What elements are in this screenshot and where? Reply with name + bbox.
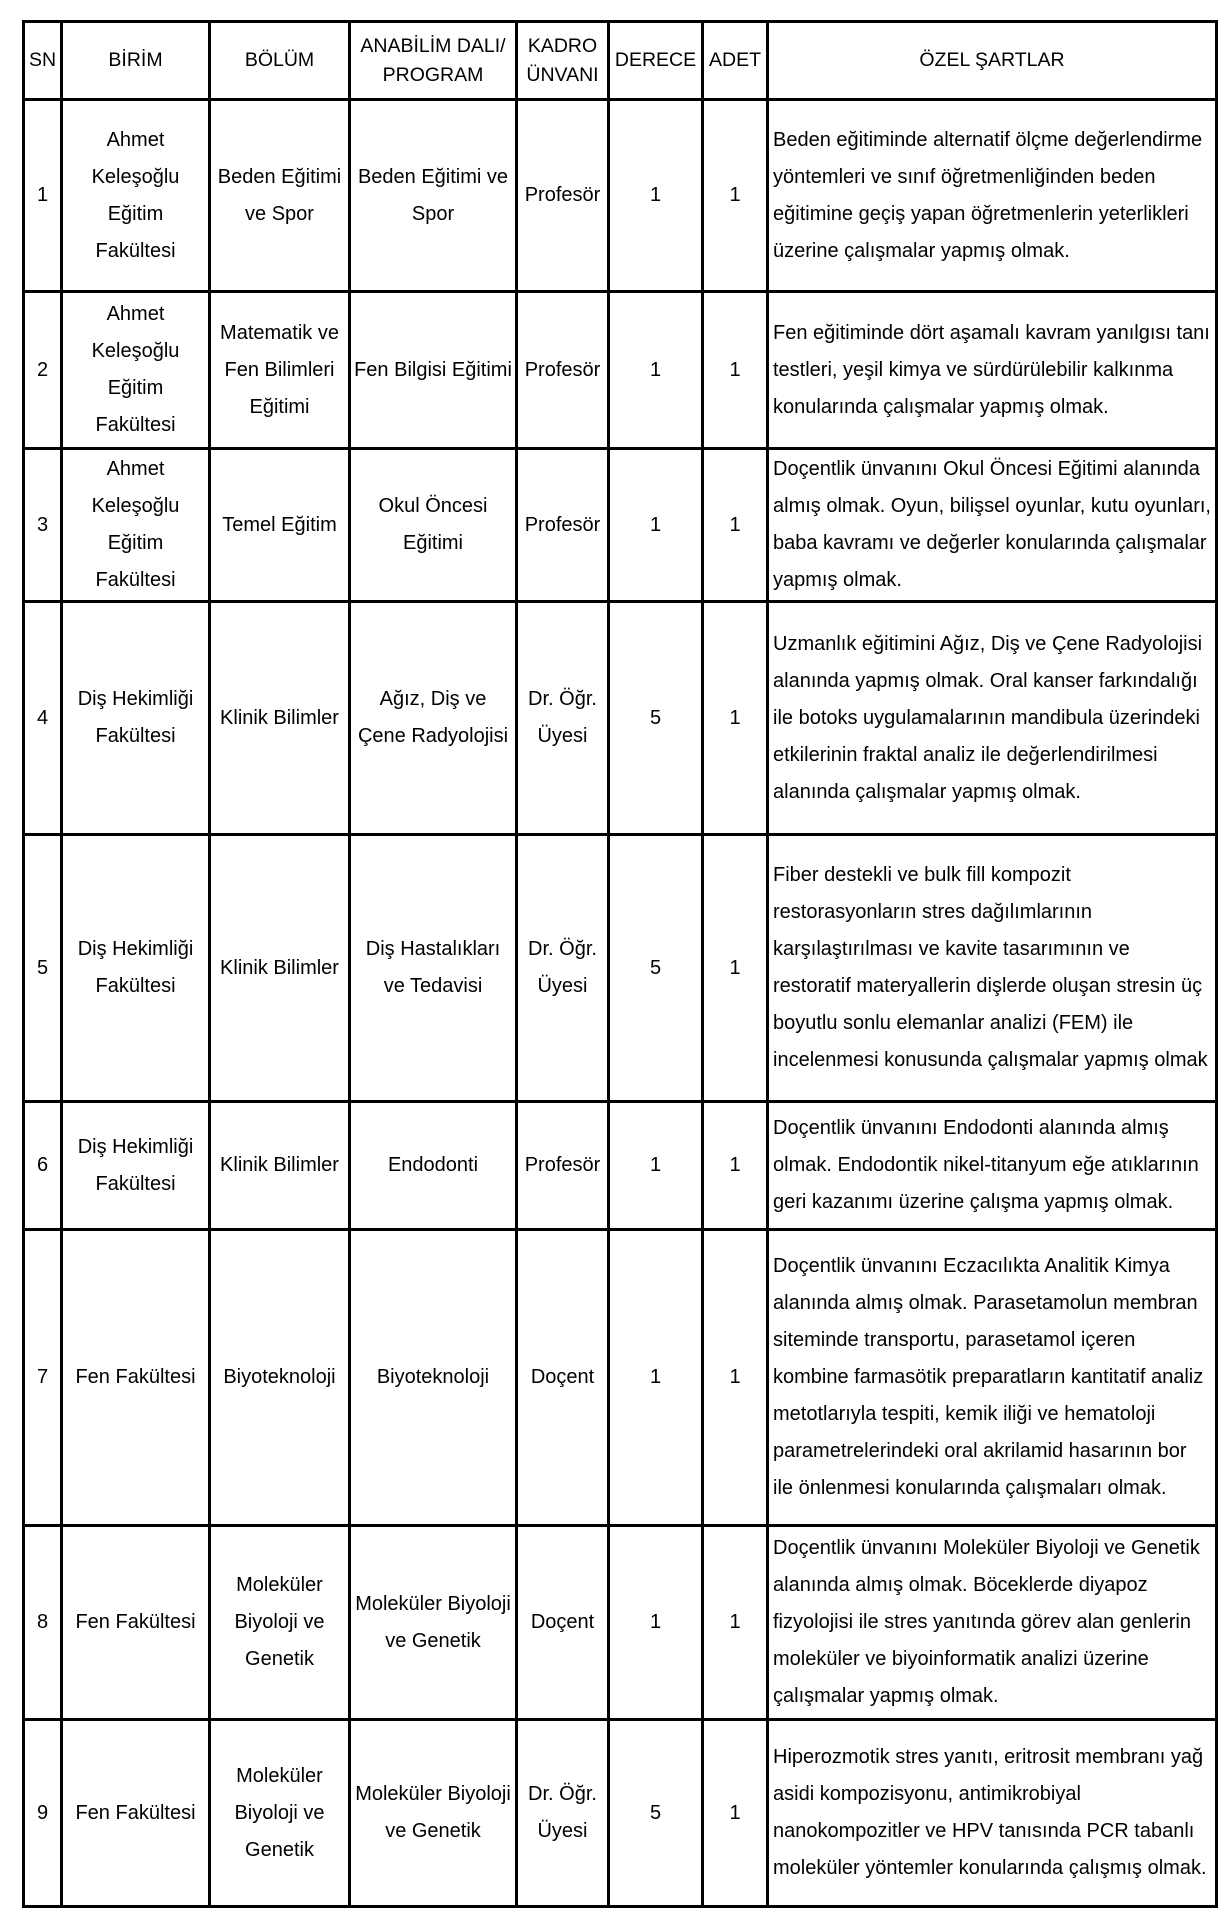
table-row [24,1526,1217,1720]
header-cell-birim: BİRİM [62,22,210,100]
table-row [24,1230,1217,1526]
cell-anabilim: Endodonti [350,1102,517,1230]
table-row [24,292,1217,449]
cell-birim: Diş Hekimliği Fakültesi [62,1102,210,1230]
cell-kadro: Profesör [517,100,609,292]
cell-birim: Diş Hekimliği Fakültesi [62,602,210,835]
header-cell-anabilim: ANABİLİM DALI/ PROGRAM [350,22,517,100]
cell-derece: 5 [609,835,703,1102]
cell-kadro: Dr. Öğr. Üyesi [517,1720,609,1907]
cell-sartlar: Doçentlik ünvanını Moleküler Biyoloji ve Genetik alanında almış olmak. Böceklerde diyapoz fizyolojisi ile stres yanıtında görev alan genlerin moleküler ve biyoinformatik analizi üzerine çalışmalar yapmış olmak. [768,1526,1217,1720]
cell-birim: Diş Hekimliği Fakültesi [62,835,210,1102]
cell-kadro: Profesör [517,449,609,602]
cell-anabilim: Diş Hastalıkları ve Tedavisi [350,835,517,1102]
cell-anabilim: Biyoteknoloji [350,1230,517,1526]
cell-kadro: Profesör [517,1102,609,1230]
table-row [24,1720,1217,1907]
cell-birim: Ahmet Keleşoğlu Eğitim Fakültesi [62,100,210,292]
cell-sartlar: Doçentlik ünvanını Okul Öncesi Eğitimi alanında almış olmak. Oyun, bilişsel oyunlar, kutu oyunları, baba kavramı ve değerler konularında çalışmalar yapmış olmak. [768,449,1217,602]
cell-adet: 1 [703,602,768,835]
cell-derece: 5 [609,602,703,835]
cell-birim: Ahmet Keleşoğlu Eğitim Fakültesi [62,292,210,449]
table-row [24,1102,1217,1230]
cell-adet: 1 [703,292,768,449]
cell-anabilim: Okul Öncesi Eğitimi [350,449,517,602]
cell-kadro: Doçent [517,1526,609,1720]
cell-adet: 1 [703,1526,768,1720]
cell-sartlar: Fiber destekli ve bulk fill kompozit restorasyonların stres dağılımlarının karşılaştırılması ve kavite tasarımının ve restoratif materyallerin dişlerde oluşan stresin üç boyutlu sonlu elemanlar analizi (FEM) ile incelenmesi konusunda çalışmalar yapmış olmak [768,835,1217,1102]
academic-vacancy-table [22,20,1218,1908]
cell-kadro: Profesör [517,292,609,449]
cell-adet: 1 [703,835,768,1102]
header-cell-kadro: KADRO ÜNVANI [517,22,609,100]
header-cell-derece: DERECE [609,22,703,100]
cell-birim: Fen Fakültesi [62,1526,210,1720]
cell-derece: 1 [609,449,703,602]
cell-sn: 2 [24,292,62,449]
cell-sn: 6 [24,1102,62,1230]
cell-adet: 1 [703,100,768,292]
cell-anabilim: Moleküler Biyoloji ve Genetik [350,1526,517,1720]
cell-bolum: Beden Eğitimi ve Spor [210,100,350,292]
cell-kadro: Dr. Öğr. Üyesi [517,835,609,1102]
cell-kadro: Dr. Öğr. Üyesi [517,602,609,835]
cell-sn: 5 [24,835,62,1102]
cell-birim: Fen Fakültesi [62,1230,210,1526]
cell-anabilim: Ağız, Diş ve Çene Radyolojisi [350,602,517,835]
cell-adet: 1 [703,1230,768,1526]
cell-sn: 3 [24,449,62,602]
cell-sartlar: Hiperozmotik stres yanıtı, eritrosit membranı yağ asidi kompozisyonu, antimikrobiyal nanokompozitler ve HPV tanısında PCR tabanlı moleküler yöntemler konularında çalışmış olmak. [768,1720,1217,1907]
header-cell-adet: ADET [703,22,768,100]
cell-sartlar: Uzmanlık eğitimini Ağız, Diş ve Çene Radyolojisi alanında yapmış olmak. Oral kanser farkındalığı ile botoks uygulamalarının mandibula üzerindeki etkilerinin fraktal analiz ile değerlendirilmesi alanında çalışmalar yapmış olmak. [768,602,1217,835]
cell-bolum: Temel Eğitim [210,449,350,602]
header-row [24,22,1217,100]
cell-sn: 4 [24,602,62,835]
cell-derece: 1 [609,292,703,449]
header-cell-sn: SN [24,22,62,100]
cell-birim: Ahmet Keleşoğlu Eğitim Fakültesi [62,449,210,602]
cell-sartlar: Fen eğitiminde dört aşamalı kavram yanılgısı tanı testleri, yeşil kimya ve sürdürülebilir kalkınma konularında çalışmalar yapmış olmak. [768,292,1217,449]
table-row [24,100,1217,292]
cell-sn: 8 [24,1526,62,1720]
cell-bolum: Klinik Bilimler [210,602,350,835]
cell-kadro: Doçent [517,1230,609,1526]
cell-bolum: Biyoteknoloji [210,1230,350,1526]
cell-adet: 1 [703,1720,768,1907]
cell-anabilim: Fen Bilgisi Eğitimi [350,292,517,449]
cell-anabilim: Beden Eğitimi ve Spor [350,100,517,292]
cell-sn: 1 [24,100,62,292]
table-row [24,835,1217,1102]
cell-anabilim: Moleküler Biyoloji ve Genetik [350,1720,517,1907]
cell-bolum: Matematik ve Fen Bilimleri Eğitimi [210,292,350,449]
cell-bolum: Klinik Bilimler [210,835,350,1102]
cell-sartlar: Beden eğitiminde alternatif ölçme değerlendirme yöntemleri ve sınıf öğretmenliğinden beden eğitimine geçiş yapan öğretmenlerin yeterlikleri üzerine çalışmalar yapmış olmak. [768,100,1217,292]
cell-sn: 7 [24,1230,62,1526]
cell-bolum: Moleküler Biyoloji ve Genetik [210,1526,350,1720]
cell-bolum: Klinik Bilimler [210,1102,350,1230]
table-row [24,449,1217,602]
table-row [24,602,1217,835]
cell-bolum: Moleküler Biyoloji ve Genetik [210,1720,350,1907]
cell-derece: 1 [609,1102,703,1230]
cell-birim: Fen Fakültesi [62,1720,210,1907]
cell-derece: 5 [609,1720,703,1907]
cell-derece: 1 [609,1230,703,1526]
cell-sartlar: Doçentlik ünvanını Eczacılıkta Analitik Kimya alanında almış olmak. Parasetamolun membran siteminde transportu, parasetamol içeren kombine farmasötik preparatların kantitatif analiz metotlarıyla tespiti, kemik iliği ve hematoloji parametrelerindeki oral akrilamid hasarının bor ile önlenmesi konularında çalışmaları olmak. [768,1230,1217,1526]
cell-derece: 1 [609,1526,703,1720]
cell-adet: 1 [703,449,768,602]
cell-adet: 1 [703,1102,768,1230]
cell-sartlar: Doçentlik ünvanını Endodonti alanında almış olmak. Endodontik nikel-titanyum eğe atıklarının geri kazanımı üzerine çalışma yapmış olmak. [768,1102,1217,1230]
cell-derece: 1 [609,100,703,292]
cell-sn: 9 [24,1720,62,1907]
header-cell-bolum: BÖLÜM [210,22,350,100]
header-cell-sartlar: ÖZEL ŞARTLAR [768,22,1217,100]
